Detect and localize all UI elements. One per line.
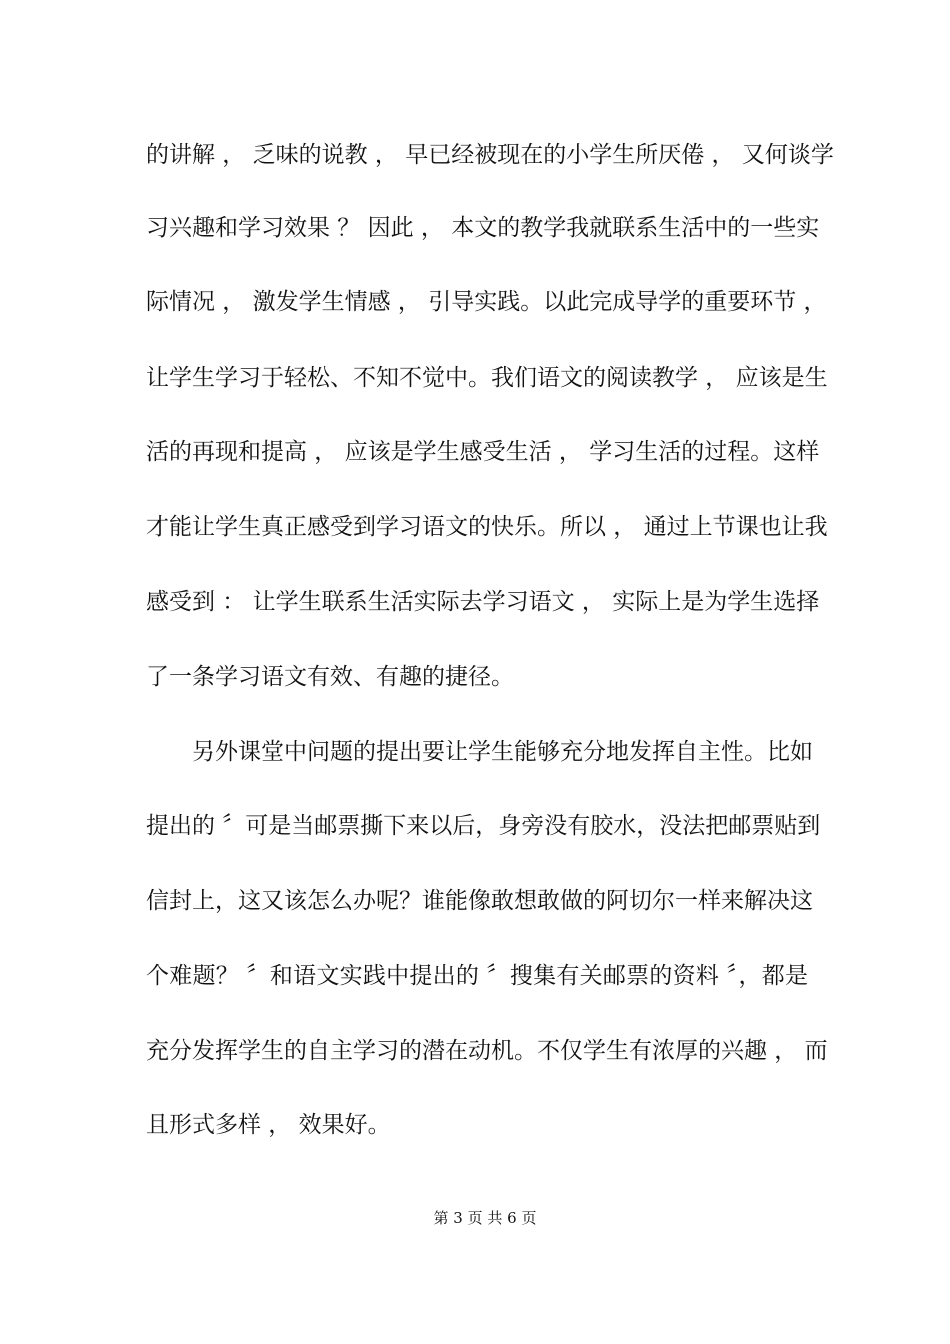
paragraph-line: 信封上，这又该怎么办呢？谁能像敢想敢做的阿切尔一样来解决这 [146,888,813,914]
paragraph-line: 充分发挥学生的自主学习的潜在动机。不仅学生有浓厚的兴趣 ， 而 [146,1038,828,1064]
paragraph-line: 另外课堂中问题的提出要让学生能够充分地发挥自主性。比如 [192,739,813,765]
paragraph-line: 提出的 〞可是当邮票撕下来以后，身旁没有胶水，没法把邮票贴到 [146,813,821,839]
paragraph-line: 了一条学习语文有效、有趣的捷径。 [146,664,514,690]
paragraph-line: 活的再现和提高 ， 应该是学生感受生活 ， 学习生活的过程。这样 [146,439,820,465]
paragraph-line: 才能让学生真正感受到学习语文的快乐。所以 ， 通过上节课也让我 [146,514,828,540]
paragraph-line: 感受到 ： 让学生联系生活实际去学习语文 ， 实际上是为学生选择 [146,589,820,615]
paragraph-line: 让学生学习于轻松、不知不觉中。我们语文的阅读教学 ， 应该是生 [146,365,828,391]
paragraph-line: 的讲解 ， 乏味的说教 ， 早已经被现在的小学生所厌倦 ， 又何谈学 [146,142,834,168]
paragraph-line: 际情况 ， 激发学生情感 ， 引导实践。以此完成导学的重要环节 ， [146,289,827,315]
paragraph-line: 习兴趣和学习效果 ？ 因此 ， 本文的教学我就联系生活中的一些实 [146,215,820,241]
paragraph-line: 个难题？ 〞和语文实践中提出的 〞搜集有关邮票的资料 〞，都是 [146,963,808,989]
page-footer: 第 3 页 共 6 页 [433,1209,537,1227]
paragraph-line: 且形式多样 ， 效果好。 [146,1112,391,1138]
